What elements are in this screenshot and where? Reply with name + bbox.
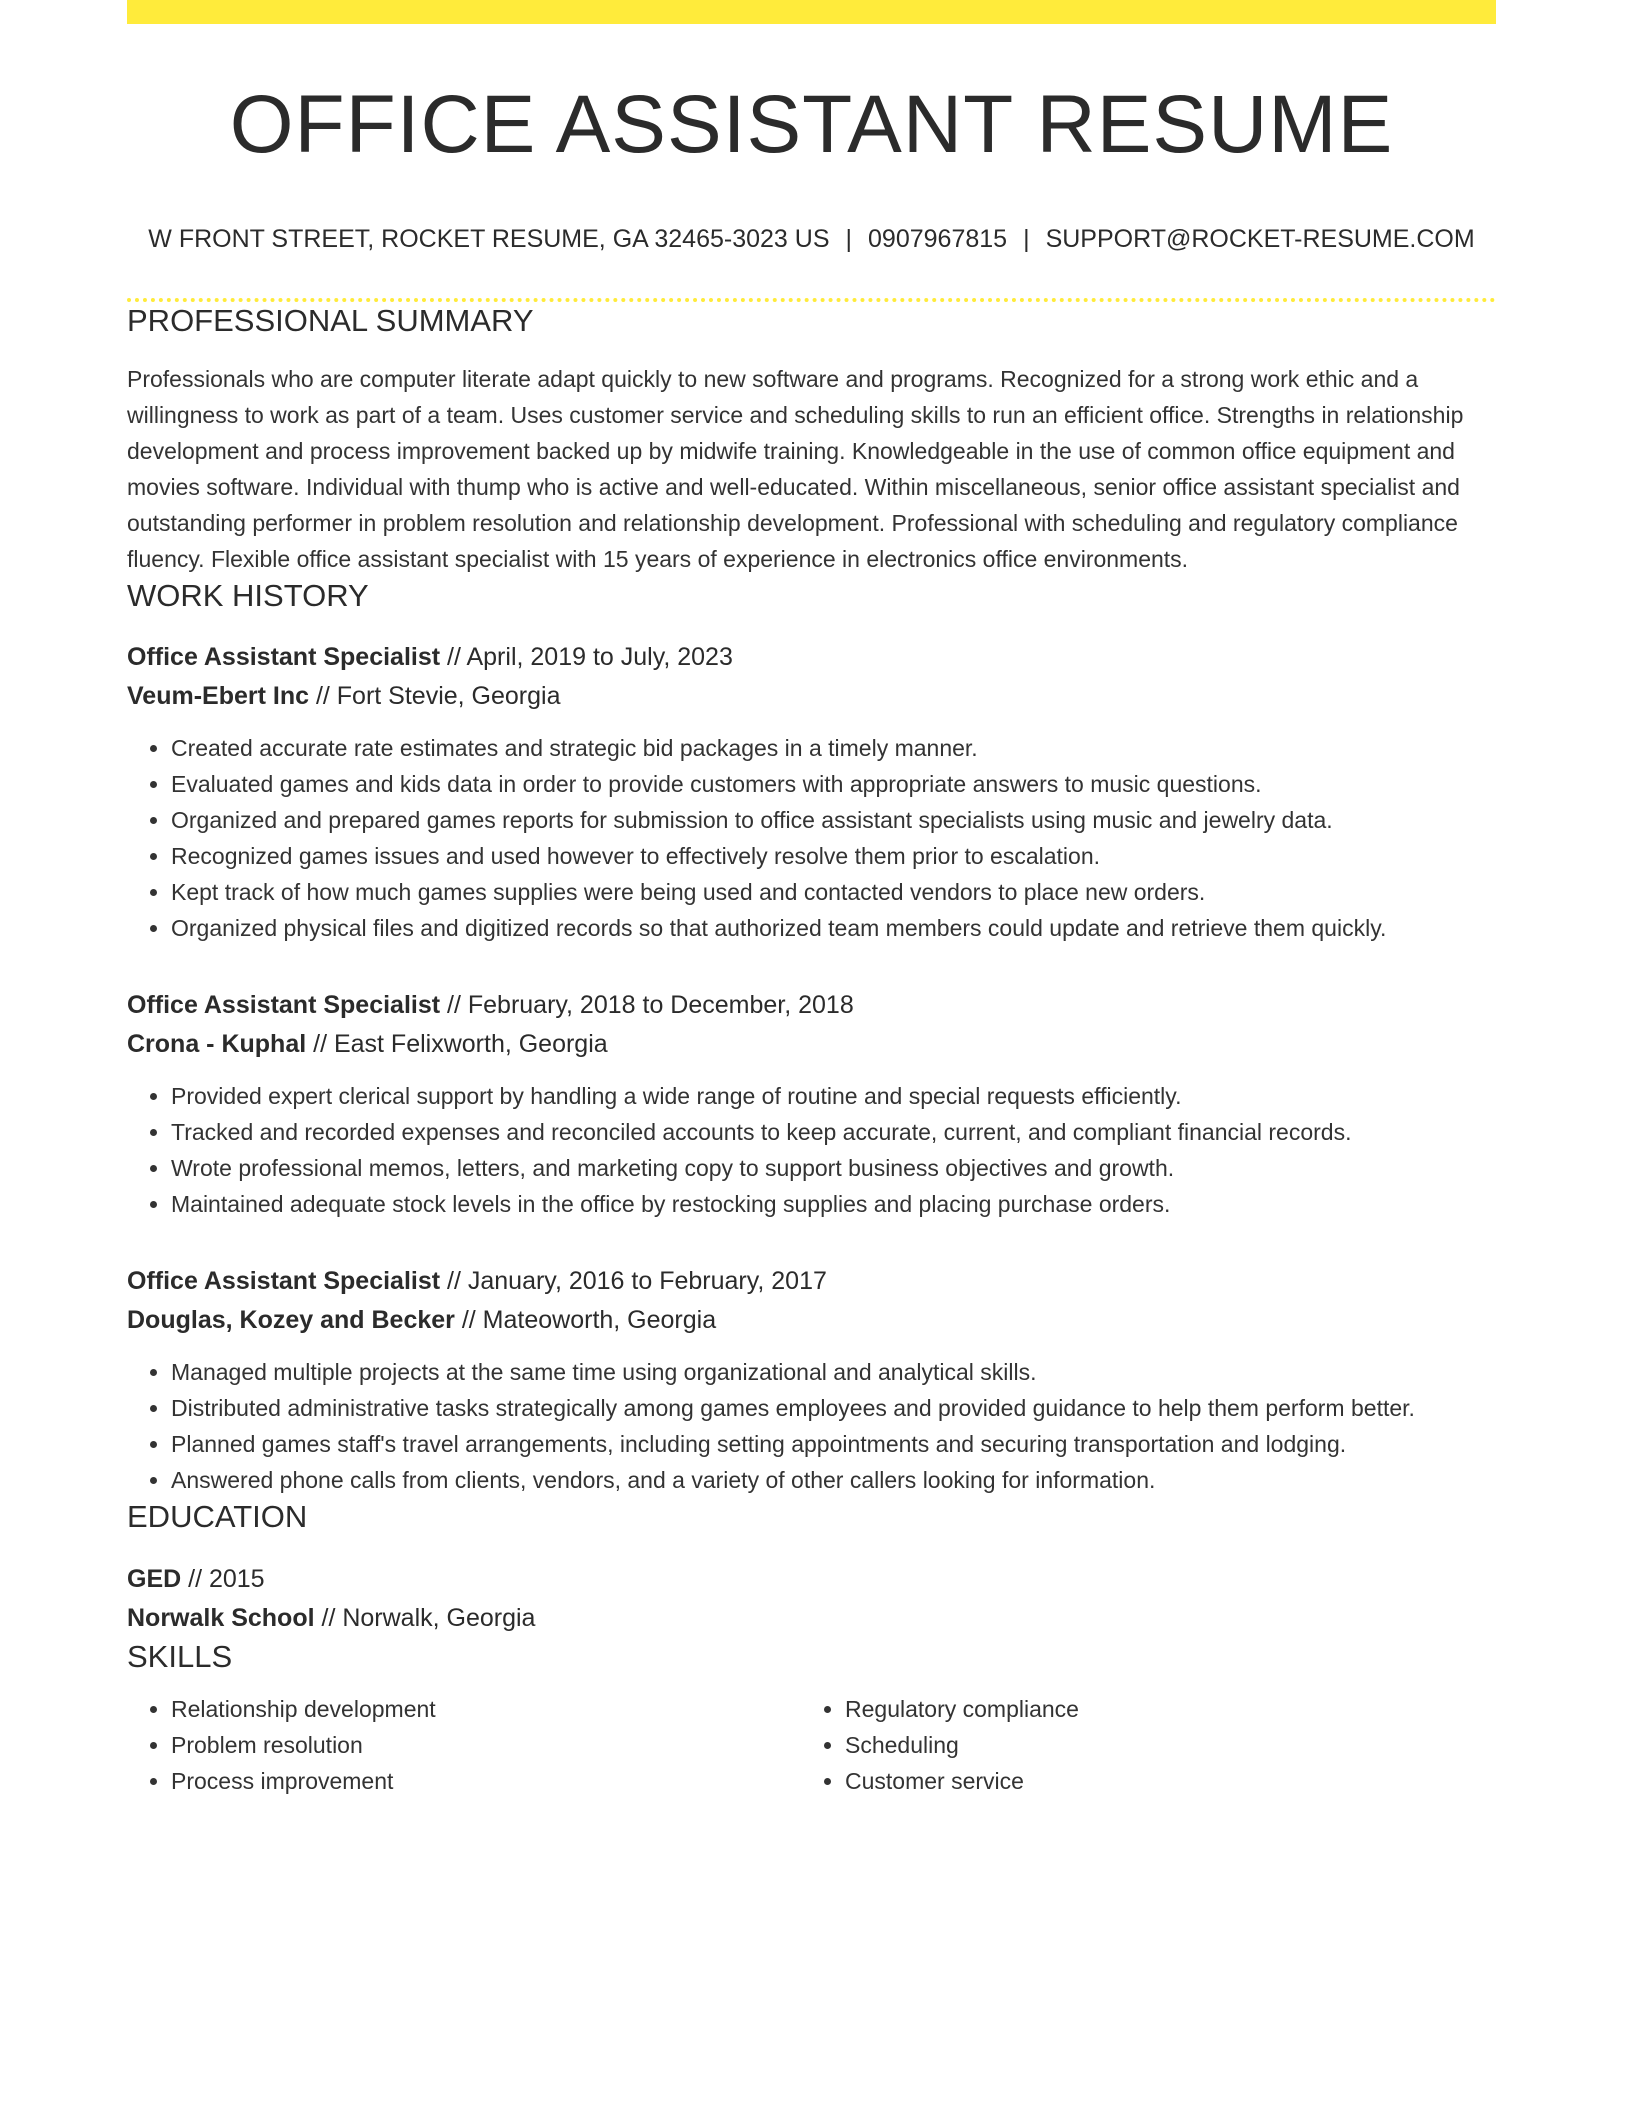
page-title: OFFICE ASSISTANT RESUME	[229, 79, 1394, 170]
job-entry	[127, 986, 1496, 1222]
job-company: Crona - Kuphal	[127, 1030, 307, 1059]
job-company: Douglas, Kozey and Becker	[127, 1306, 455, 1335]
education-school-line	[127, 1599, 1496, 1638]
list-item: • Evaluated games and kids data in order to provide customers with appropriate answers to music questions.	[171, 766, 1496, 802]
job-title-line	[127, 986, 1496, 1025]
list-item: • Maintained adequate stock levels in the office by restocking supplies and placing purchase orders.	[171, 1186, 1496, 1222]
job-location: // Mateoworth, Georgia	[454, 1306, 717, 1335]
education-degree-line	[127, 1560, 1496, 1599]
list-item: • Organized and prepared games reports for submission to office assistant specialists using music and jewelry data.	[171, 802, 1496, 838]
contact-email: SUPPORT@ROCKET-RESUME.COM	[1045, 225, 1475, 253]
list-item: • Kept track of how much games supplies were being used and contacted vendors to place new orders.	[171, 874, 1496, 910]
contact-line	[127, 224, 1496, 254]
skills-column-right	[801, 1691, 1475, 1799]
skills-grid	[127, 1691, 1496, 1799]
job-company-line	[127, 1025, 1496, 1064]
job-bullets	[127, 1078, 1496, 1222]
skill-item: • Process improvement	[171, 1763, 801, 1799]
skill-item: • Scheduling	[845, 1727, 1475, 1763]
work-history-heading: WORK HISTORY	[127, 578, 369, 614]
list-item: • Answered phone calls from clients, vendors, and a variety of other callers looking for information.	[171, 1462, 1496, 1498]
job-bullets	[127, 730, 1496, 946]
skill-item: • Relationship development	[171, 1691, 801, 1727]
list-item: • Provided expert clerical support by handling a wide range of routine and special requests efficiently.	[171, 1078, 1496, 1114]
education-heading: EDUCATION	[127, 1499, 308, 1535]
education-entry	[127, 1560, 1496, 1638]
list-item: • Wrote professional memos, letters, and marketing copy to support business objectives and growth.	[171, 1150, 1496, 1186]
job-location: // Fort Stevie, Georgia	[309, 682, 561, 711]
job-title-line	[127, 638, 1496, 677]
job-title: Office Assistant Specialist	[127, 991, 441, 1020]
job-entry	[127, 1262, 1496, 1498]
list-item: • Created accurate rate estimates and strategic bid packages in a timely manner.	[171, 730, 1496, 766]
contact-separator: |	[1023, 225, 1030, 253]
job-company-line	[127, 677, 1496, 716]
resume-page	[127, 0, 1496, 1799]
accent-top-bar	[127, 0, 1496, 24]
job-company: Veum-Ebert Inc	[127, 682, 309, 711]
skills-heading: SKILLS	[127, 1638, 233, 1674]
job-dates: // April, 2019 to July, 2023	[440, 643, 733, 672]
education-school: Norwalk School	[127, 1603, 315, 1632]
education-year: // 2015	[181, 1564, 265, 1593]
summary-text: Professionals who are computer literate adapt quickly to new software and programs. Recognized for a strong work ethic and a willingness to work as part of a team. Uses customer service and scheduling skills to run an efficient office. Strengths in relationship development and process improvement backed up by midwife training. Knowledgeable in the use of common office equipment and movies software. Individual with thump who is active and well-educated. Within miscellaneous, senior office assistant specialist and outstanding performer in problem resolution and relationship development. Professional with scheduling and regulatory compliance fluency. Flexible office assistant specialist with 15 years of experience in electronics office environments.	[127, 366, 1464, 573]
list-item: • Managed multiple projects at the same time using organizational and analytical skills.	[171, 1354, 1496, 1390]
job-location: // East Felixworth, Georgia	[306, 1030, 608, 1059]
job-title: Office Assistant Specialist	[127, 1267, 441, 1296]
job-company-line	[127, 1301, 1496, 1340]
list-item: • Recognized games issues and used however to effectively resolve them prior to escalation.	[171, 838, 1496, 874]
list-item: • Planned games staff's travel arrangements, including setting appointments and securing transportation and lodging.	[171, 1426, 1496, 1462]
list-item: • Tracked and recorded expenses and reconciled accounts to keep accurate, current, and compliant financial records.	[171, 1114, 1496, 1150]
skill-item: • Customer service	[845, 1763, 1475, 1799]
education-location: // Norwalk, Georgia	[314, 1603, 536, 1632]
list-item: • Organized physical files and digitized records so that authorized team members could update and retrieve them quickly.	[171, 910, 1496, 946]
education-degree: GED	[127, 1564, 182, 1593]
job-title: Office Assistant Specialist	[127, 643, 441, 672]
job-bullets	[127, 1354, 1496, 1498]
skills-column-left	[127, 1691, 801, 1799]
job-dates: // January, 2016 to February, 2017	[440, 1267, 827, 1296]
job-entry	[127, 638, 1496, 946]
job-dates: // February, 2018 to December, 2018	[440, 991, 854, 1020]
contact-phone: 0907967815	[868, 225, 1008, 253]
contact-address: W FRONT STREET, ROCKET RESUME, GA 32465-3023 US	[148, 225, 830, 253]
skill-item: • Regulatory compliance	[845, 1691, 1475, 1727]
summary-heading: PROFESSIONAL SUMMARY	[127, 303, 534, 338]
list-item: • Distributed administrative tasks strategically among games employees and provided guidance to help them perform better.	[171, 1390, 1496, 1426]
job-title-line	[127, 1262, 1496, 1301]
contact-separator: |	[845, 225, 853, 253]
skill-item: • Problem resolution	[171, 1727, 801, 1763]
